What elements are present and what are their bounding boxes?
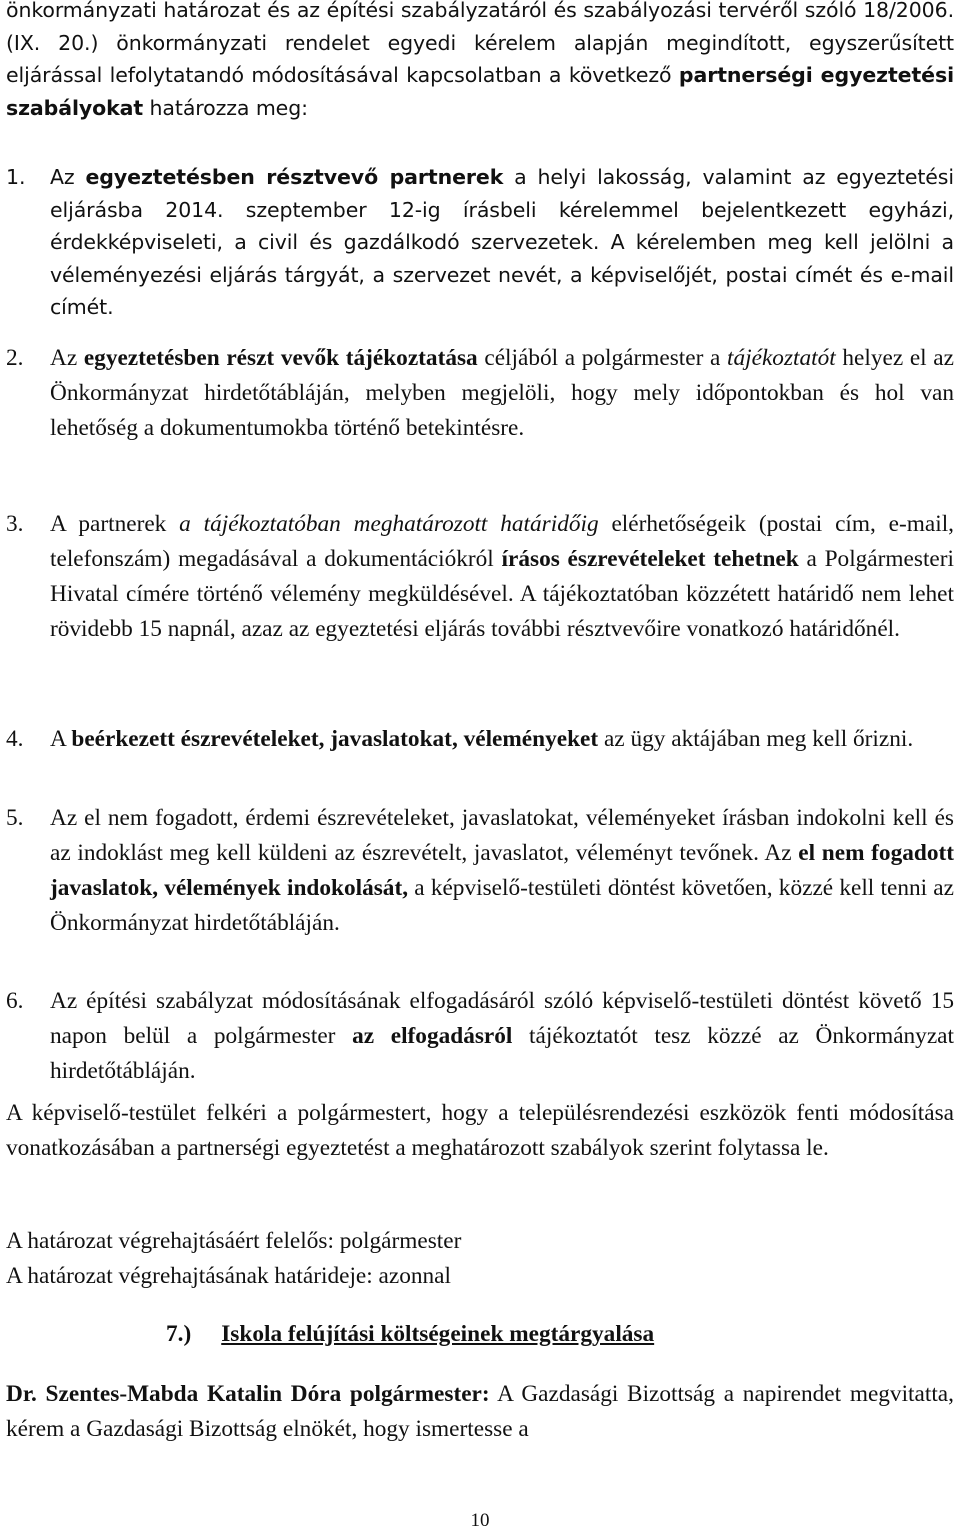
item-text: Az el nem fogadott, érdemi észrevételeket, javaslatokat, véleményeket írásban indokolni kell és az indoklást meg kell küldeni az észrevételt, javaslatot, véleményt tevőnek. Az xyxy=(50,805,954,866)
item-text: céljából a polgármester a xyxy=(477,345,728,371)
rule-item-5 xyxy=(6,801,954,941)
item-bold: írásos észrevételeket tehetnek xyxy=(501,546,799,572)
item-text: az ügy aktájában meg kell őrizni. xyxy=(598,726,914,752)
intro-text: önkormányzati határozat és az építési szabályzatáról és szabályozási tervéről szóló 18/2006.(IX. 20.) önkormányzati rendelet egyedi kérelem alapján megindított, egyszerűsített eljárással lefolytatandó módosításával kapcsolatban a következő xyxy=(6,0,954,87)
item-text: helyez el az Önkormányzat hirdetőtábláján, melyben megjelöli, hogy mely időpontokban és hol van lehetőség a dokumentumokba történő betekintésre. xyxy=(50,345,954,441)
item-italic: a tájékoztatóban meghatározott határidőig xyxy=(179,511,599,537)
intro-paragraph xyxy=(6,0,954,124)
speech-text: A Gazdasági Bizottság a napirendet megvitatta, kérem a Gazdasági Bizottság elnökét, hogy ismertesse a xyxy=(6,1381,954,1442)
closing-paragraph: A képviselő-testület felkéri a polgármestert, hogy a településrendezési eszközök fenti módosítása vonatkozásában a partnerségi egyeztetést a meghatározott szabályok szerint folytassa le. xyxy=(6,1100,954,1161)
item-number: 6. xyxy=(6,988,24,1014)
item-number: 5. xyxy=(6,805,24,831)
item-text: elérhetőségeik (postai cím, e-mail, telefonszám) megadásával a dokumentációkról xyxy=(50,511,954,572)
item-bold: el nem fogadott javaslatok, vélemények indokolását, xyxy=(50,840,954,901)
intro-bold: partnerségi egyeztetési szabályokat xyxy=(6,63,954,120)
section-heading xyxy=(166,1317,654,1352)
responsible-line: A határozat végrehajtásáért felelős: polgármester xyxy=(6,1228,462,1254)
intro-text-end: határozza meg: xyxy=(143,95,308,120)
speaker-name: Dr. Szentes-Mabda Katalin Dóra polgármester: xyxy=(6,1381,490,1407)
item-bold: beérkezett észrevételeket, javaslatokat, véleményeket xyxy=(71,726,599,752)
section-number: 7.) xyxy=(166,1321,192,1347)
item-text: Az xyxy=(50,165,86,189)
item-bold: egyeztetésben résztvevő partnerek xyxy=(85,165,504,189)
rule-item-1 xyxy=(6,161,954,324)
item-text: Az építési szabályzat módosításának elfogadásáról szóló képviselő-testületi döntést követő 15 napon belül a polgármester xyxy=(50,988,954,1049)
item-number: 1. xyxy=(6,165,26,189)
item-text: a helyi lakosság, valamint az egyeztetési eljárásba 2014. szeptember 12-ig írásbeli kérelemmel bejelentkezett egyházi, érdekképviseleti, a civil és gazdálkodó szervezetek. A kérelemben meg kell jelölni a véleményezési eljárás tárgyát, a szervezet nevét, a képviselőjét, postai címét és e-mail címét. xyxy=(50,165,954,319)
page-number: 10 xyxy=(470,1510,490,1531)
item-number: 2. xyxy=(6,345,24,371)
rule-item-4 xyxy=(6,722,954,757)
deadline-line: A határozat végrehajtásának határideje: azonnal xyxy=(6,1263,451,1289)
rule-item-3 xyxy=(6,507,954,647)
item-bold: egyeztetésben részt vevők tájékoztatása xyxy=(83,345,478,371)
item-number: 3. xyxy=(6,511,24,537)
speech-paragraph xyxy=(6,1377,954,1447)
section-title: Iskola felújítási költségeinek megtárgyalása xyxy=(221,1321,655,1347)
rule-item-2 xyxy=(6,341,954,446)
item-text: a képviselő-testületi döntést követően, közzé kell tenni az Önkormányzat hirdetőtábláján. xyxy=(50,875,954,936)
item-bold: az elfogadásról xyxy=(352,1023,513,1049)
item-text: A xyxy=(50,726,72,752)
item-text: A partnerek xyxy=(50,511,180,537)
item-number: 4. xyxy=(6,726,24,752)
item-text: tájékoztatót tesz közzé az Önkormányzat hirdetőtábláján. xyxy=(50,1023,954,1084)
rule-item-6 xyxy=(6,984,954,1089)
item-italic: tájékoztatót xyxy=(727,345,836,371)
item-text: a Polgármesteri Hivatal címére történő vélemény megküldésével. A tájékoztatóban közzétett határidő nem lehet rövidebb 15 napnál, azaz az egyeztetési eljárás további résztvevőire vonatkozó határidőnél. xyxy=(50,546,954,642)
item-text: Az xyxy=(50,345,84,371)
